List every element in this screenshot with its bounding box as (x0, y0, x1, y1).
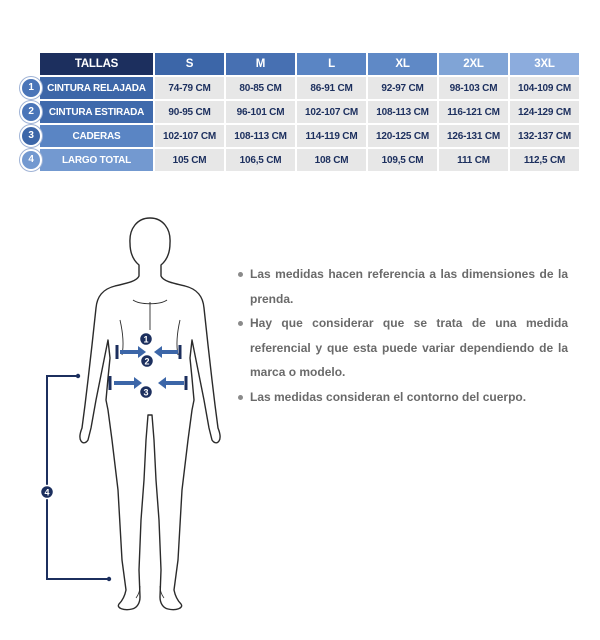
table-cell: 124-129 CM (510, 101, 579, 123)
table-cell: 109,5 CM (368, 149, 437, 171)
table-cell: 92-97 CM (368, 77, 437, 99)
table-cell: 132-137 CM (510, 125, 579, 147)
table-cell: 105 CM (155, 149, 224, 171)
header-tallas: TALLAS (40, 53, 153, 75)
marker-4-label: 4 (44, 487, 50, 498)
table-cell: 106,5 CM (226, 149, 295, 171)
table-cell: 116-121 CM (439, 101, 508, 123)
table-row-cintura-estirada (16, 101, 579, 123)
table-cell: 108-113 CM (226, 125, 295, 147)
header-spacer (16, 53, 38, 75)
table-cell: 96-101 CM (226, 101, 295, 123)
table-row-caderas (16, 125, 579, 147)
row-number-cell (16, 101, 38, 123)
table-cell: 74-79 CM (155, 77, 224, 99)
table-cell: 108 CM (297, 149, 366, 171)
row-number-badge: 3 (20, 125, 42, 147)
header-size-m: M (226, 53, 295, 75)
table-cell: 98-103 CM (439, 77, 508, 99)
size-chart-table (14, 51, 581, 173)
table-cell: 102-107 CM (297, 101, 366, 123)
table-cell: 80-85 CM (226, 77, 295, 99)
row-label: CADERAS (40, 125, 153, 147)
marker-1-label: 1 (143, 334, 149, 345)
table-cell: 86-91 CM (297, 77, 366, 99)
marker-1 (140, 333, 153, 346)
table-cell: 104-109 CM (510, 77, 579, 99)
length-bracket-line (47, 376, 109, 579)
note-item: Las medidas consideran el contorno del cuerpo. (238, 385, 568, 410)
row-number-badge: 2 (20, 101, 42, 123)
row-label: LARGO TOTAL (40, 149, 153, 171)
header-size-xl: XL (368, 53, 437, 75)
row-label: CINTURA RELAJADA (40, 77, 153, 99)
note-item: Las medidas hacen referencia a las dimensiones de la prenda. (238, 262, 568, 311)
row-number-cell (16, 77, 38, 99)
length-bracket (41, 374, 112, 581)
length-bracket-dot-bottom (107, 577, 111, 581)
marker-3-label: 3 (143, 387, 149, 398)
table-row-cintura-relajada (16, 77, 579, 99)
table-cell: 112,5 CM (510, 149, 579, 171)
length-bracket-dot-top (76, 374, 80, 378)
note-item: Hay que considerar que se trata de una medida referencial y que esta puede variar dependiendo de la marca o modelo. (238, 311, 568, 385)
marker-3 (140, 386, 153, 399)
body-figure (0, 200, 240, 620)
table-cell: 102-107 CM (155, 125, 224, 147)
marker-2 (141, 355, 154, 368)
marker-2-label: 2 (144, 356, 150, 367)
header-size-s: S (155, 53, 224, 75)
table-cell: 126-131 CM (439, 125, 508, 147)
header-size-2xl: 2XL (439, 53, 508, 75)
row-label: CINTURA ESTIRADA (40, 101, 153, 123)
table-cell: 114-119 CM (297, 125, 366, 147)
measurement-notes (238, 262, 568, 409)
row-number-badge: 1 (20, 77, 42, 99)
table-cell: 111 CM (439, 149, 508, 171)
header-size-3xl: 3XL (510, 53, 579, 75)
row-number-cell (16, 125, 38, 147)
header-size-l: L (297, 53, 366, 75)
table-cell: 108-113 CM (368, 101, 437, 123)
table-row-largo-total (16, 149, 579, 171)
table-cell: 120-125 CM (368, 125, 437, 147)
table-header-row (16, 53, 579, 75)
table-cell: 90-95 CM (155, 101, 224, 123)
body-outline-icon (0, 200, 240, 620)
row-number-badge: 4 (20, 149, 42, 171)
silhouette-path (80, 218, 220, 610)
row-number-cell (16, 149, 38, 171)
